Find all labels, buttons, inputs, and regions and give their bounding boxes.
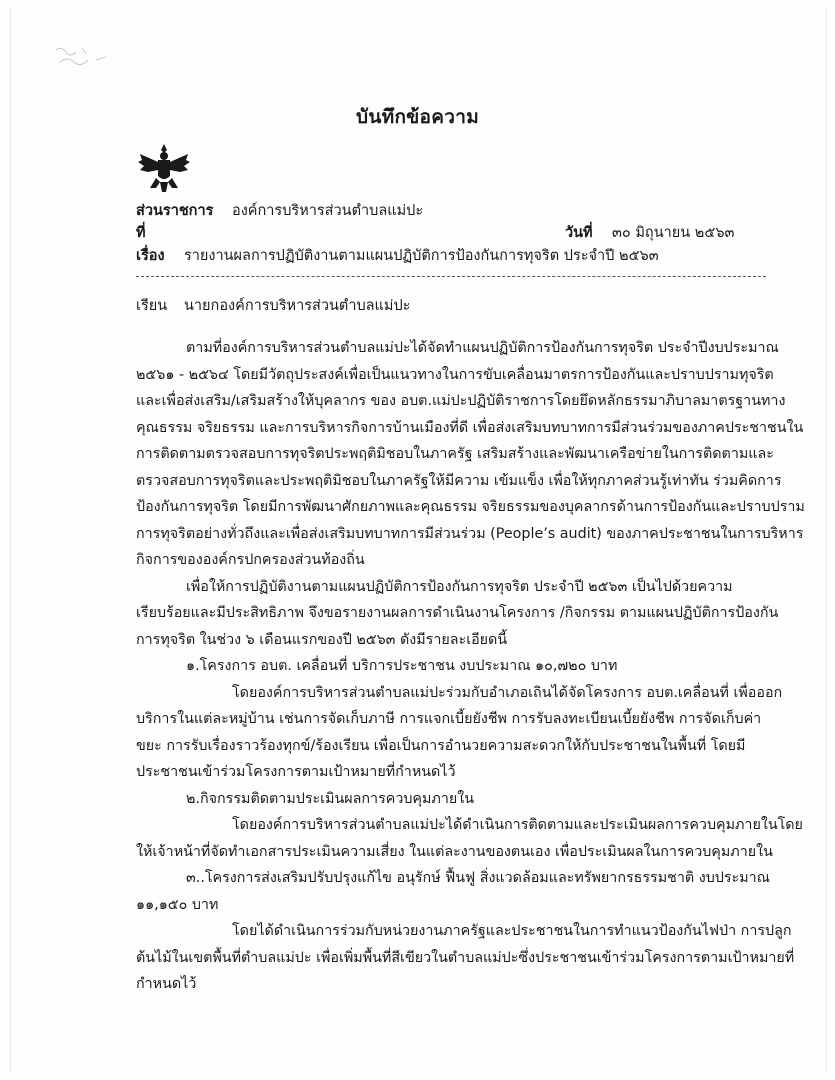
subject-value: รายงานผลการปฏิบัติงานตามแผนปฏิบัติการป้องกันการทุจริต ประจำปี ๒๕๖๓: [184, 248, 659, 264]
body-line: ๒.กิจกรรมติดตามประเมินผลการควบคุมภายใน: [186, 790, 475, 807]
body-line: ขยะ การรับเรื่องราวร้องทุกข์/ร้องเรียน เพื่อเป็นการอำนวยความสะดวกให้กับประชาชนในพื้นที่ โดยมี: [136, 737, 746, 754]
body-line: ๑๑,๑๕๐ บาท: [136, 896, 219, 913]
body-line: ตรวจสอบการทุจริตและประพฤติมิชอบในภาครัฐให้มีความ เข้มแข็ง เพื่อให้ทุกภาคส่วนรู้เท่าทัน ร่วมคิดการ: [136, 472, 782, 489]
agency-label: ส่วนราชการ: [136, 203, 214, 219]
body-line: คุณธรรม จริยธรรม และการบริหารกิจการบ้านเมืองที่ดี เพื่อส่งเสริมบทบาทการมีส่วนร่วมของภาคประชาชนใน: [136, 419, 804, 436]
body-line: ตามที่องค์การบริหารส่วนตำบลแม่ปะได้จัดทำแผนปฏิบัติการป้องกันการทุจริต ประจำปีงบประมาณ: [186, 340, 779, 356]
to-value: นายกองค์การบริหารส่วนตำบลแม่ปะ: [184, 298, 411, 314]
to-label: เรียน: [136, 298, 168, 314]
body-line: กิจการขององค์กรปกครองส่วนท้องถิ่น: [136, 552, 365, 568]
subject-label: เรื่อง: [136, 248, 165, 264]
body-line: ต้นไม้ในเขตพื้นที่ตำบลแม่ปะ เพื่อเพิ่มพื้นที่สีเขียวในตำบลแม่ปะซึ่งประชาชนเข้าร่วมโครงการตามเป้าหมายที่: [136, 949, 795, 966]
body-line: กำหนดไว้: [136, 976, 197, 992]
body-line: โดยองค์การบริหารส่วนตำบลแม่ปะร่วมกับอำเภอเถินได้จัดโครงการ อบต.เคลื่อนที่ เพื่อออก: [232, 684, 783, 701]
body-line: เพื่อให้การปฏิบัติงานตามแผนปฏิบัติการป้องกันการทุจริต ประจำปี ๒๕๖๓ เป็นไปด้วยความ: [186, 578, 733, 595]
body-line: ๒๕๖๑ - ๒๕๖๔ โดยมีวัตถุประสงค์เพื่อเป็นแนวทางในการขับเคลื่อนมาตรการป้องกันและปราบปรามทุจริต: [136, 366, 774, 383]
date-label: วันที่: [565, 225, 593, 241]
body-line: ๑.โครงการ อบต. เคลื่อนที่ บริการประชาชน งบประมาณ ๑๐,๗๒๐ บาท: [186, 658, 618, 674]
memo-body: [0, 335, 805, 998]
body-line: ๓..โครงการส่งเสริมปรับปรุงแก้ไข อนุรักษ์ ฟื้นฟู สิ่งแวดล้อมและทรัพยากรธรรมชาติ งบประมาณ: [186, 870, 770, 886]
body-line: เรียบร้อยและมีประสิทธิภาพ จึงขอรายงานผลการดำเนินงานโครงการ /กิจกรรม ตามแผนปฏิบัติการป้องกัน: [136, 605, 779, 621]
body-line: และเพื่อส่งเสริม/เสริมสร้างให้บุคลากร ของ อบต.แม่ปะปฏิบัติราชการโดยยึดหลักธรรมาภิบาลมาตรฐานทาง: [136, 393, 786, 409]
body-line: บริการในแต่ละหมู่บ้าน เช่นการจัดเก็บภาษี การแจกเบี้ยยังชีพ การรับลงทะเบียนเบี้ยยังชีพ การจัดเก็บค่า: [136, 711, 762, 727]
garuda-emblem-icon: [136, 140, 192, 196]
memo-title: บันทึกข้อความ: [355, 106, 480, 128]
body-line: โดยได้ดำเนินการร่วมกับหน่วยงานภาครัฐและประชาชนในการทำแนวป้องกันไฟป่า การปลูก: [232, 923, 792, 939]
body-line: ให้เจ้าหน้าที่จัดทำเอกสารประเมินความเสี่ยง ในแต่ละงานของตนเอง เพื่อประเมินผลในการควบคุมภายใน: [136, 843, 773, 860]
body-line: การทุจริต ในช่วง ๖ เดือนแรกของปี ๒๕๖๓ ดังมีรายละเอียดนี้: [136, 631, 508, 648]
agency-value: องค์การบริหารส่วนตำบลแม่ปะ: [232, 203, 424, 219]
ref-label: ที่: [136, 225, 146, 241]
body-line: ป้องกันการทุจริต โดยมีการพัฒนาศักยภาพและคุณธรรม จริยธรรมของบุคลากรด้านการป้องกันและปราบปราม: [136, 499, 805, 515]
body-line: การติดตามตรวจสอบการทุจริตประพฤติมิชอบในภาครัฐ เสริมสร้างและพัฒนาเครือข่ายในการติดตามและ: [136, 446, 774, 462]
body-line: โดยองค์การบริหารส่วนตำบลแม่ปะได้ดำเนินการติดตามและประเมินผลการควบคุมภายในโดย: [232, 817, 803, 833]
date-value: ๓๐ มิถุนายน ๒๕๖๓: [612, 225, 735, 241]
pencil-scribble: [52, 42, 122, 72]
body-line: การทุจริตอย่างทั่วถึงและเพื่อส่งเสริมบทบาทการมีส่วนร่วม (People’s audit) ของภาคประชาชนในการบริหาร: [136, 525, 804, 542]
body-line: ประชาชนเข้าร่วมโครงการตามเป้าหมายที่กำหนดไว้: [136, 764, 456, 780]
divider-line: [136, 276, 766, 277]
